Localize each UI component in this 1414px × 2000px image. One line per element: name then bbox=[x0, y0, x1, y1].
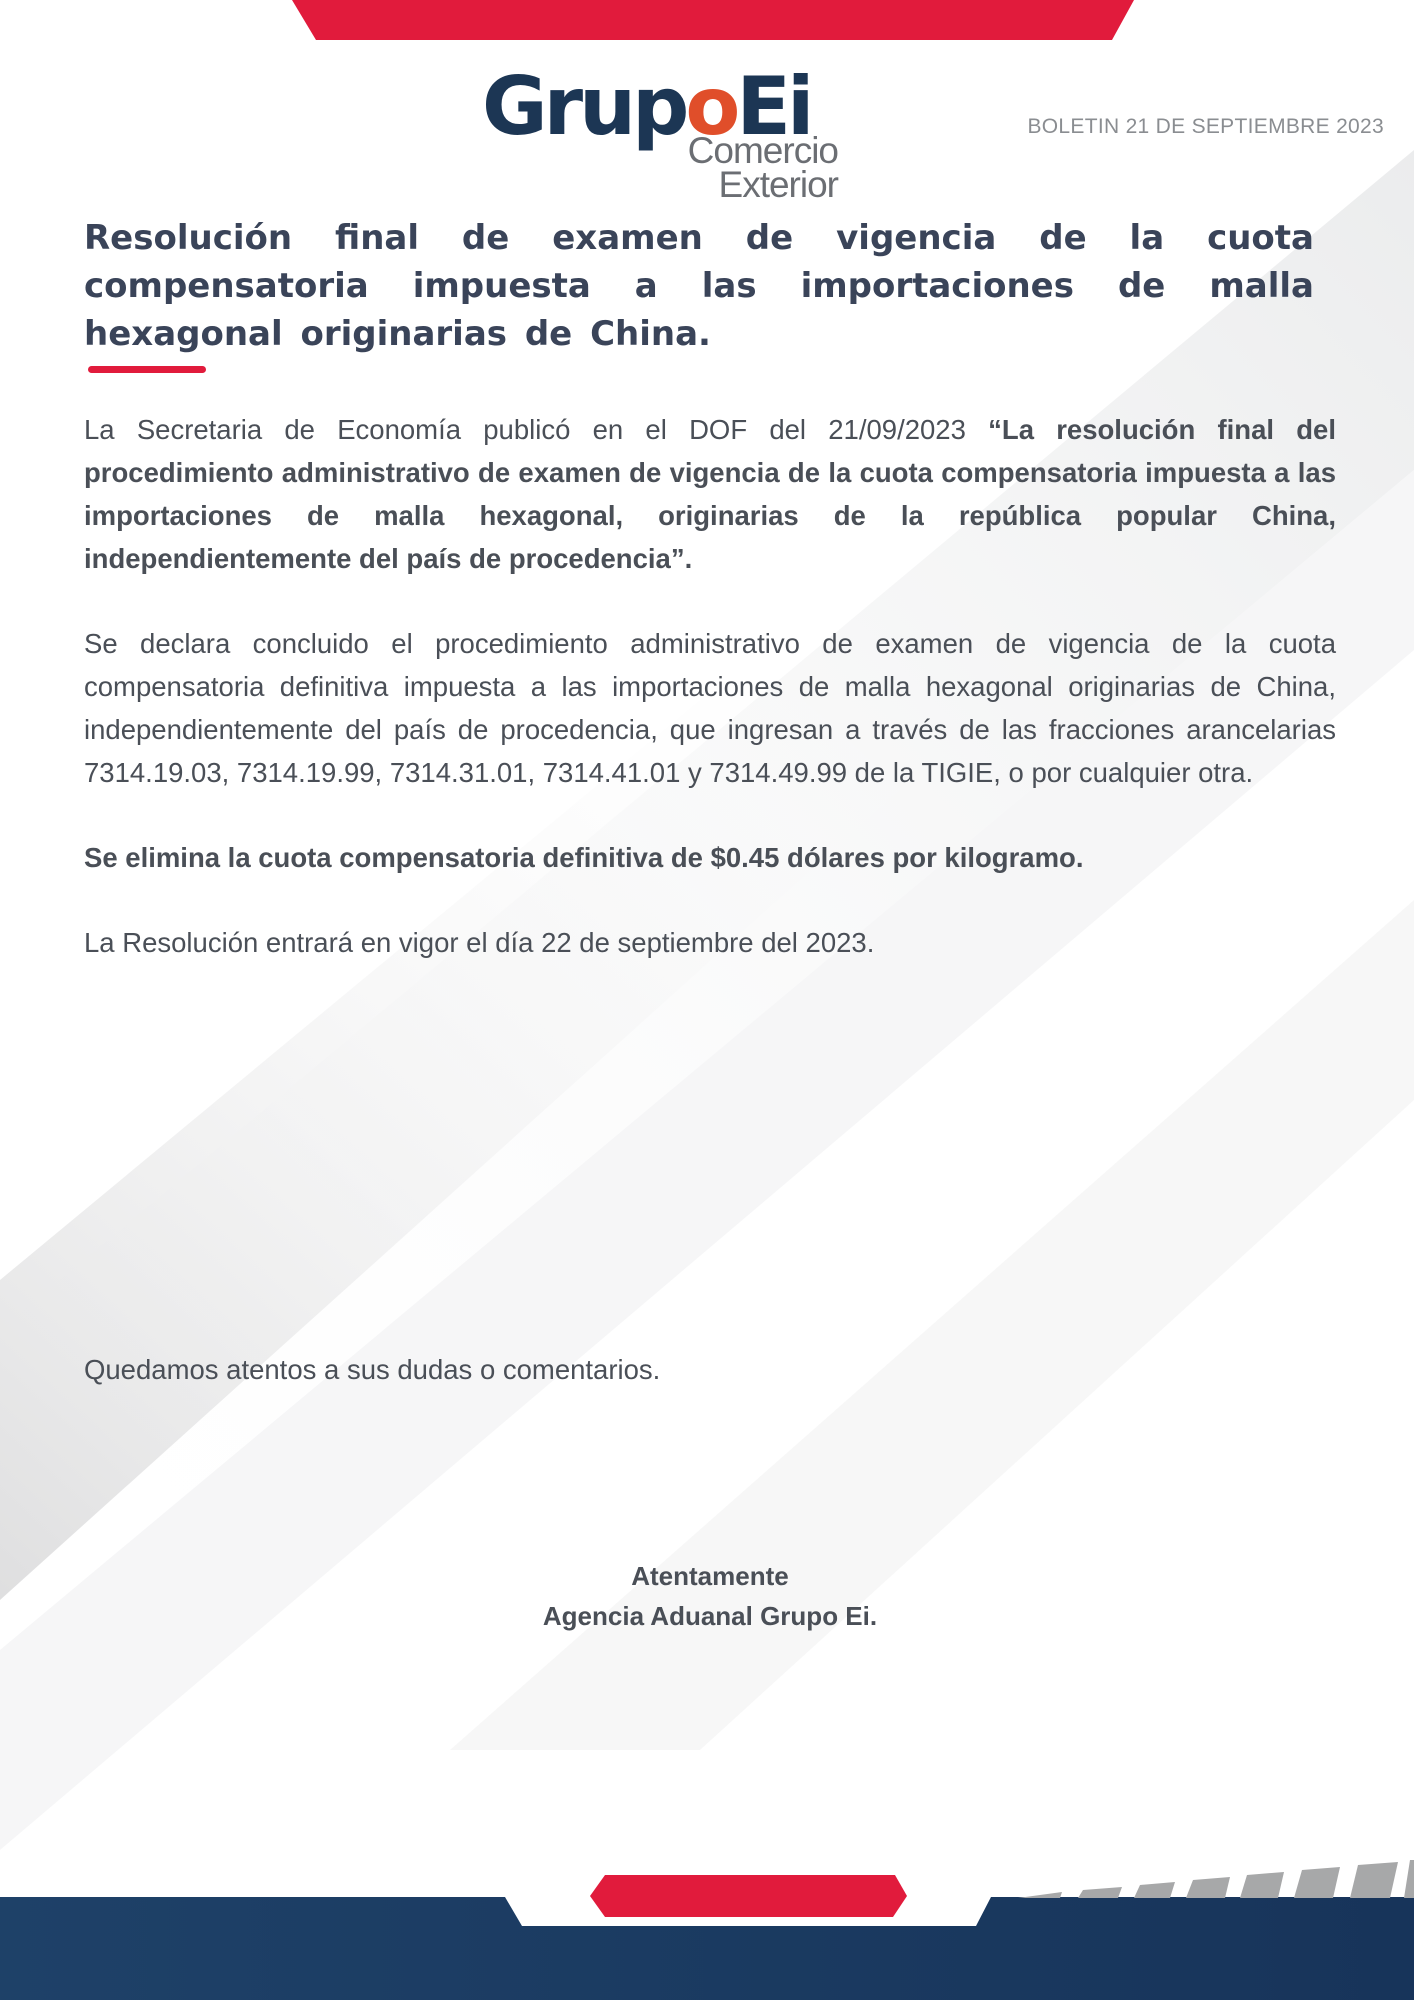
logo-o-letter: o bbox=[685, 60, 737, 153]
signature-greeting: Atentamente bbox=[631, 1561, 789, 1591]
company-logo bbox=[482, 62, 842, 207]
logo-subtitle: Comercio Exterior bbox=[687, 130, 838, 205]
closing-note: Quedamos atentos a sus dudas o comentarios. bbox=[84, 1354, 661, 1385]
footer-band bbox=[0, 1860, 1414, 2000]
header-accent-bar bbox=[0, 0, 1414, 42]
logo-wordmark: GrupoEi bbox=[482, 60, 811, 153]
paragraph-publication: La Secretaria de Economía publicó en el DOF del 21/09/2023 “La resolución final del procedimiento administrativo de examen de vigencia de la cuota compensatoria impuesta a las importaciones de malla hexagonal, originarias de la república popular China, independientemente del país de procedencia”. bbox=[84, 414, 1336, 574]
document-title: Resolución final de examen de vigencia de la cuota compensatoria impuesta a las importaciones de malla hexagonal originarias de China. bbox=[84, 218, 1314, 354]
paragraph-effective-date: La Resolución entrará en vigor el día 22 de septiembre del 2023. bbox=[84, 927, 875, 958]
document-body bbox=[84, 408, 1336, 964]
signature-agency: Agencia Aduanal Grupo Ei. bbox=[542, 1601, 878, 1631]
title-underline bbox=[88, 366, 206, 373]
bulletin-date: BOLETIN 21 DE SEPTIEMBRE 2023 bbox=[1027, 115, 1384, 138]
resolution-name: “La resolución final del procedimiento administrativo de examen de vigencia de la cuota compensatoria impuesta a las importaciones de malla hexagonal, originarias de la república popular China, independientemente del país de procedencia”. bbox=[84, 414, 1336, 574]
signature bbox=[0, 1556, 1414, 1636]
paragraph-conclusion: Se declara concluido el procedimiento administrativo de examen de vigencia de la cuota compensatoria definitiva impuesta a las importaciones de malla hexagonal originarias de China, independientemente del país de procedencia, que ingresan a través de las fracciones arancelarias 7314.19.03, 7314.19.99, 7314.31.01, 7314.41.01 y 7314.49.99 de la TIGIE, o por cualquier otra. bbox=[84, 628, 1336, 788]
paragraph-quota-removed: Se elimina la cuota compensatoria definitiva de $0.45 dólares por kilogramo. bbox=[84, 842, 1084, 873]
